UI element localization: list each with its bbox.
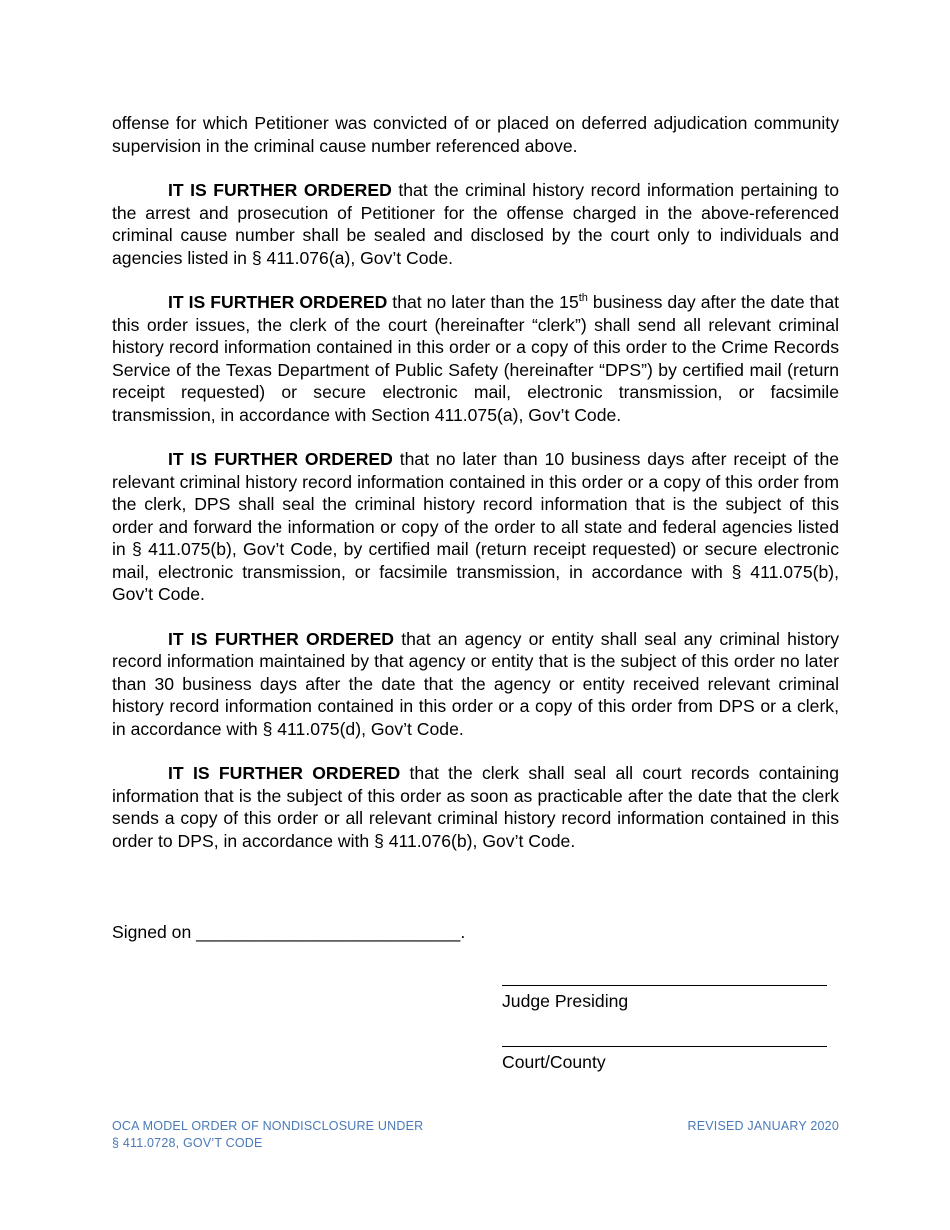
paragraph-sealed-disclosure (112, 179, 839, 269)
court-signature-line (502, 1046, 827, 1047)
paragraph-clerk-send (112, 291, 839, 426)
paragraph-text: that no later than the 15 (387, 292, 579, 312)
paragraph-text: business day after the date that this order issues, the clerk of the court (hereinafter “clerk”) shall send all relevant criminal history record information contained in this order or a copy of this order to the Crime Records Service of the Texas Department of Public Safety (hereinafter “DPS”) by certified mail (return receipt requested) or secure electronic mail, electronic transmission, or facsimile transmission, in accordance with Section 411.075(a), Gov’t Code. (112, 292, 839, 425)
paragraph-offense: offense for which Petitioner was convicted of or placed on deferred adjudication community supervision in the criminal cause number referenced above. (112, 113, 839, 156)
paragraph-text: that an agency or entity shall seal any criminal history record information maintained by that agency or entity that is the subject of this order no later than 30 business days after the date that the agency or entity received relevant criminal history record information contained in this order or a copy of this order from DPS or a clerk, in accordance with § 411.075(d), Gov’t Code. (112, 628, 840, 739)
footer-title-line2: § 411.0728, GOV’T CODE (112, 1136, 263, 1150)
judge-signature-block (502, 985, 829, 1012)
further-ordered-label: IT IS FURTHER ORDERED (168, 763, 401, 783)
further-ordered-label: IT IS FURTHER ORDERED (168, 628, 395, 649)
further-ordered-label: IT IS FURTHER ORDERED (168, 449, 393, 469)
paragraph-court-records (112, 762, 839, 852)
court-county-label: Court/County (502, 1052, 606, 1072)
paragraph-dps-seal (112, 448, 839, 606)
paragraph-agency-seal (112, 628, 839, 741)
footer-revision-date: REVISED JANUARY 2020 (687, 1119, 839, 1133)
paragraph-text: that the criminal history record information pertaining to the arrest and prosecution of Petitioner for the offense charged in the above-referenced criminal cause number shall be sealed and disclosed by the court only to individuals and agencies listed in § 411.076(a), Gov’t Code. (112, 180, 839, 268)
judge-signature-line (502, 985, 827, 986)
ordinal-suffix: th (578, 292, 588, 305)
footer-form-title (112, 1118, 423, 1152)
paragraph-text: that the clerk shall seal all court records containing information that is the subject of this order as soon as practicable after the date that the clerk sends a copy of this order or all relevant criminal history record information contained in this order to DPS, in accordance with § 411.076(b), Gov’t Code. (112, 763, 839, 851)
document-body (112, 112, 839, 874)
further-ordered-label: IT IS FURTHER ORDERED (168, 292, 388, 312)
signed-on-line: Signed on ___________________________. (112, 922, 466, 942)
paragraph-text: that no later than 10 business days after receipt of the relevant criminal history record information contained in this order or a copy of this order from the clerk, DPS shall seal the criminal history record information that is the subject of this order and forward the information or copy of the order to all state and federal agencies listed in § 411.075(b), Gov’t Code, by certified mail (return receipt requested) or secure electronic mail, electronic transmission, or facsimile transmission, in accordance with § 411.075(b), Gov’t Code. (112, 449, 840, 604)
court-signature-block (502, 1046, 829, 1073)
further-ordered-label: IT IS FURTHER ORDERED (168, 180, 392, 200)
judge-presiding-label: Judge Presiding (502, 991, 629, 1011)
footer-title-line1: OCA MODEL ORDER OF NONDISCLOSURE UNDER (112, 1119, 424, 1133)
